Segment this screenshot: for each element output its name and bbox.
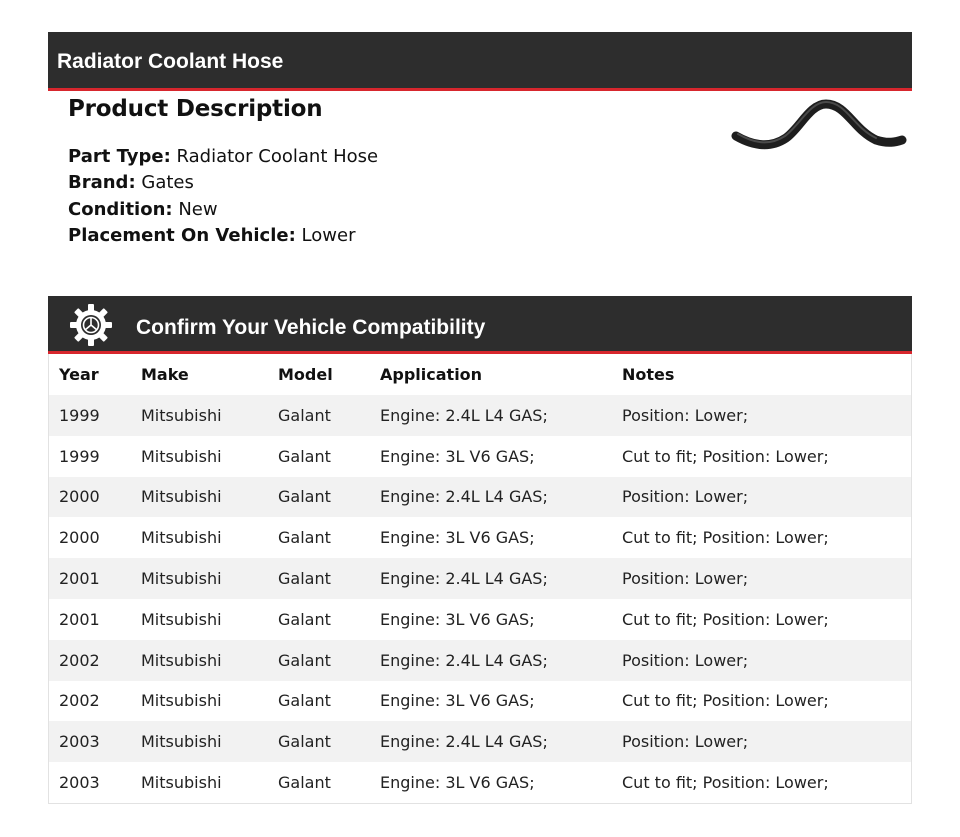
cell-application: Engine: 2.4L L4 GAS; bbox=[380, 569, 548, 589]
spec-placement bbox=[68, 223, 708, 249]
cell-make: Mitsubishi bbox=[141, 405, 222, 425]
table-header-row bbox=[49, 354, 911, 395]
compatibility-bar bbox=[48, 296, 912, 354]
cell-model: Galant bbox=[278, 528, 331, 548]
product-title-bar bbox=[48, 32, 912, 91]
cell-make: Mitsubishi bbox=[141, 691, 222, 711]
column-header-application: Application bbox=[380, 365, 483, 384]
table-row bbox=[49, 599, 911, 640]
cell-year: 2003 bbox=[59, 732, 100, 752]
cell-notes: Position: Lower; bbox=[622, 405, 749, 425]
cell-year: 2000 bbox=[59, 528, 100, 548]
spec-value: Radiator Coolant Hose bbox=[176, 146, 379, 167]
cell-make: Mitsubishi bbox=[141, 773, 222, 793]
cell-year: 1999 bbox=[59, 446, 100, 466]
table-row bbox=[49, 721, 911, 762]
cell-make: Mitsubishi bbox=[141, 446, 222, 466]
table-row bbox=[49, 477, 911, 518]
spec-label: Condition: bbox=[68, 198, 173, 220]
cell-model: Galant bbox=[278, 732, 331, 752]
column-header-model: Model bbox=[278, 365, 333, 384]
cell-model: Galant bbox=[278, 405, 331, 425]
product-title: Radiator Coolant Hose bbox=[57, 50, 284, 73]
cell-make: Mitsubishi bbox=[141, 569, 222, 589]
cell-model: Galant bbox=[278, 650, 331, 670]
spec-condition bbox=[68, 197, 708, 223]
spec-value: New bbox=[178, 198, 218, 220]
spec-part-type bbox=[68, 144, 708, 170]
table-row bbox=[49, 762, 911, 803]
table-row bbox=[49, 640, 911, 681]
cell-model: Galant bbox=[278, 446, 331, 466]
cell-model: Galant bbox=[278, 773, 331, 793]
cell-notes: Cut to fit; Position: Lower; bbox=[622, 691, 829, 711]
spec-label: Brand: bbox=[68, 172, 136, 194]
cell-year: 2001 bbox=[59, 609, 100, 629]
cell-make: Mitsubishi bbox=[141, 487, 222, 507]
column-header-make: Make bbox=[141, 365, 189, 384]
cell-year: 1999 bbox=[59, 405, 100, 425]
spec-brand bbox=[68, 170, 708, 196]
compatibility-table bbox=[48, 354, 912, 804]
cell-application: Engine: 2.4L L4 GAS; bbox=[380, 650, 548, 670]
cell-notes: Position: Lower; bbox=[622, 569, 749, 589]
table-row bbox=[49, 395, 911, 436]
cell-make: Mitsubishi bbox=[141, 650, 222, 670]
column-header-notes: Notes bbox=[622, 365, 675, 384]
cell-application: Engine: 2.4L L4 GAS; bbox=[380, 487, 548, 507]
description-heading: Product Description bbox=[68, 96, 323, 122]
cell-model: Galant bbox=[278, 691, 331, 711]
column-header-year: Year bbox=[59, 365, 99, 384]
cell-model: Galant bbox=[278, 609, 331, 629]
cell-year: 2003 bbox=[59, 773, 100, 793]
product-description bbox=[68, 96, 708, 249]
spec-value: Lower bbox=[301, 224, 356, 246]
cell-model: Galant bbox=[278, 487, 331, 507]
cell-make: Mitsubishi bbox=[141, 732, 222, 752]
compatibility-title: Confirm Your Vehicle Compatibility bbox=[136, 316, 486, 339]
cell-application: Engine: 3L V6 GAS; bbox=[380, 609, 535, 629]
table-row bbox=[49, 436, 911, 477]
cell-make: Mitsubishi bbox=[141, 528, 222, 548]
cell-application: Engine: 3L V6 GAS; bbox=[380, 773, 535, 793]
cell-make: Mitsubishi bbox=[141, 609, 222, 629]
spec-label: Part Type: bbox=[68, 146, 171, 167]
cell-notes: Position: Lower; bbox=[622, 650, 749, 670]
cell-notes: Cut to fit; Position: Lower; bbox=[622, 446, 829, 466]
cell-model: Galant bbox=[278, 569, 331, 589]
cell-notes: Cut to fit; Position: Lower; bbox=[622, 528, 829, 548]
cell-year: 2001 bbox=[59, 569, 100, 589]
table-row bbox=[49, 681, 911, 722]
spec-label: Placement On Vehicle: bbox=[68, 224, 296, 246]
cell-year: 2000 bbox=[59, 487, 100, 507]
cell-notes: Position: Lower; bbox=[622, 487, 749, 507]
cell-application: Engine: 2.4L L4 GAS; bbox=[380, 732, 548, 752]
cell-notes: Cut to fit; Position: Lower; bbox=[622, 773, 829, 793]
cell-application: Engine: 3L V6 GAS; bbox=[380, 691, 535, 711]
gear-icon bbox=[69, 303, 113, 347]
table-row bbox=[49, 558, 911, 599]
table-row bbox=[49, 517, 911, 558]
cell-notes: Cut to fit; Position: Lower; bbox=[622, 609, 829, 629]
cell-notes: Position: Lower; bbox=[622, 732, 749, 752]
cell-year: 2002 bbox=[59, 650, 100, 670]
hose-image bbox=[728, 96, 908, 158]
cell-application: Engine: 3L V6 GAS; bbox=[380, 446, 535, 466]
cell-application: Engine: 3L V6 GAS; bbox=[380, 528, 535, 548]
cell-year: 2002 bbox=[59, 691, 100, 711]
cell-application: Engine: 2.4L L4 GAS; bbox=[380, 405, 548, 425]
spec-value: Gates bbox=[141, 172, 194, 194]
